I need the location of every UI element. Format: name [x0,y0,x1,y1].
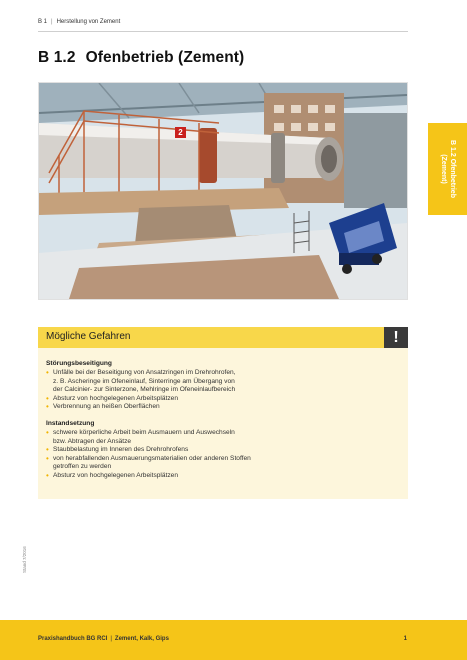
page-title-number: B 1.2 [38,49,76,66]
side-tab-label [439,140,457,198]
section-heading: Störungsbeseitigung [46,360,112,367]
list-item-line: • Staubbelastung im Inneren des Drehrohrofens [53,446,189,454]
kiln-illustration-drawing [39,83,407,299]
header-chapter: B 1 [38,19,48,25]
kiln-illustration [38,82,408,300]
side-tab-line-2: (Zement) [439,154,447,184]
list-item [46,369,400,395]
footer-publication: Praxishandbuch BG RCI [38,636,108,642]
list-item-line: bzw. Abtragen der Ansätze [53,437,132,445]
list-item [46,446,400,455]
list-item-line: • Absturz von hochgelegenen Arbeitsplätzen [53,394,179,402]
header-divider [38,31,408,32]
chapter-side-tab[interactable] [428,123,467,215]
building-side [344,113,407,208]
stand-date: Stand 7/2016 [22,546,27,573]
running-header [38,19,120,25]
side-tab-line-1: B 1.2 Ofenbetrieb [448,140,456,198]
list-item-line: • Absturz von hochgelegenen Arbeitsplätzen [53,471,179,479]
hazard-list [46,429,400,481]
illustration-number-badge: 2 [175,127,186,138]
page-number: 1 [403,636,407,642]
list-item [46,472,400,481]
list-item-line: der Calcinier- zur Sinterzone, Mehlringe im Ofeneinlaufbereich [53,386,236,394]
list-item-line: • von herabfallenden Ausmauerungsmaterialien oder anderen Stoffen [53,454,251,462]
list-item-line: • Unfälle bei der Beseitigung von Ansatzringen im Drehrohrofen, [53,369,236,376]
list-item-line: • schwere körperliche Arbeit beim Ausmauern und Auswechseln [53,428,235,436]
header-section: Herstellung von Zement [56,19,121,25]
list-item [46,429,400,446]
page-footer [0,620,467,660]
hazards-header [38,327,408,348]
hazard-list [46,369,400,412]
list-item [46,395,400,404]
kiln-ring [199,128,217,183]
list-item-line: getroffen zu werden [53,463,112,471]
footer-title: Zement, Kalk, Gips [114,636,169,642]
list-item [46,403,400,412]
list-item-line: z. B. Ascheringe im Ofeneinlauf, Sinterringe am Übergang von [53,377,235,385]
footer-separator: | [110,636,112,642]
header-separator: | [51,19,53,25]
page-title [38,49,244,67]
section-heading: Instandsetzung [46,419,95,427]
footer-text [38,636,169,642]
hazards-title: Mögliche Gefahren [46,331,131,342]
list-item [46,455,400,472]
list-item-line: • Verbrennung an heißen Oberflächen [53,403,160,411]
page-title-text: Ofenbetrieb (Zement) [85,49,245,66]
hazards-body [38,348,408,499]
warning-icon: ! [384,327,408,348]
